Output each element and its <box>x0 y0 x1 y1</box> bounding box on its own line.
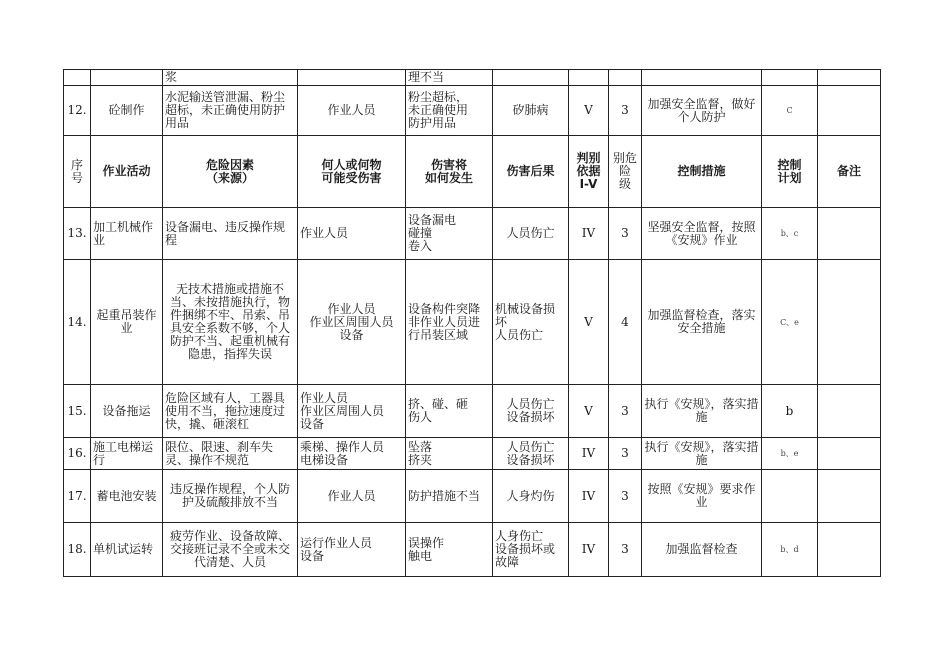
cell-measure: 坚强安全监督，按照《安规》作业 <box>642 208 762 260</box>
cell-consequence: 人员伤亡 设备损坏 <box>493 385 569 438</box>
hazard-assessment-table <box>63 69 880 577</box>
cell-who: 作业人员 <box>298 208 406 260</box>
cell-remark <box>818 208 881 260</box>
cell-measure: 执行《安规》，落实措施 <box>642 438 762 470</box>
header-who: 何人或何物 可能受伤害 <box>298 136 406 208</box>
cell-measure: 加强监督检查 <box>642 523 762 577</box>
cell-plan: b <box>762 385 818 438</box>
cell-no: 17. <box>64 470 91 523</box>
cell-basis: IV <box>569 438 609 470</box>
header-measure: 控制措施 <box>642 136 762 208</box>
cell-how: 粉尘超标， 未正确使用 防护用品 <box>406 86 493 136</box>
cell-remark <box>818 385 881 438</box>
cell-plan: b、e <box>762 438 818 470</box>
cell-level: 3 <box>609 470 642 523</box>
cell-plan: b、d <box>762 523 818 577</box>
cell-how: 防护措施不当 <box>406 470 493 523</box>
table-row-13 <box>64 208 881 260</box>
cell-activity: 起重吊装作业 <box>91 260 163 385</box>
cell-who: 作业人员 作业区周围人员 设备 <box>298 260 406 385</box>
cell-who <box>298 70 406 86</box>
cell-hazard: 水泥输送管泄漏、粉尘超标，未正确使用防护用品 <box>163 86 298 136</box>
cell-level: 3 <box>609 523 642 577</box>
header-level: 别危 险 级 <box>609 136 642 208</box>
cell-how: 挤、碰、砸 伤人 <box>406 385 493 438</box>
cell-activity: 单机试运转 <box>91 523 163 577</box>
cell-how: 坠落 挤夹 <box>406 438 493 470</box>
cell-how: 设备构件突降 非作业人员进行吊装区域 <box>406 260 493 385</box>
cell-level <box>609 70 642 86</box>
cell-level: 3 <box>609 438 642 470</box>
cell-consequence: 人身灼伤 <box>493 470 569 523</box>
cell-how: 设备漏电 碰撞 卷入 <box>406 208 493 260</box>
cell-who: 运行作业人员 设备 <box>298 523 406 577</box>
cell-how: 理不当 <box>406 70 493 86</box>
cell-no <box>64 70 91 86</box>
cell-remark <box>818 523 881 577</box>
cell-activity <box>91 70 163 86</box>
cell-level: 3 <box>609 208 642 260</box>
cell-no: 14. <box>64 260 91 385</box>
cell-no: 13. <box>64 208 91 260</box>
cell-remark <box>818 86 881 136</box>
table-row-14 <box>64 260 881 385</box>
cell-plan: C <box>762 86 818 136</box>
cell-how: 误操作 触电 <box>406 523 493 577</box>
cell-who: 作业人员 <box>298 470 406 523</box>
cell-remark <box>818 470 881 523</box>
cell-basis: V <box>569 385 609 438</box>
table-row-17 <box>64 470 881 523</box>
table-header <box>64 136 881 208</box>
table-row-16 <box>64 438 881 470</box>
header-basis: 判别 依据 I-V <box>569 136 609 208</box>
cell-basis: V <box>569 260 609 385</box>
cell-remark <box>818 260 881 385</box>
cell-who: 作业人员 <box>298 86 406 136</box>
table-row-partial <box>64 70 881 86</box>
header-consequence: 伤害后果 <box>493 136 569 208</box>
cell-basis: IV <box>569 208 609 260</box>
cell-hazard: 设备漏电、违反操作规程 <box>163 208 298 260</box>
cell-hazard: 浆 <box>163 70 298 86</box>
header-remark: 备注 <box>818 136 881 208</box>
header-no: 序 号 <box>64 136 91 208</box>
cell-basis: IV <box>569 470 609 523</box>
cell-hazard: 危险区域有人，工器具使用不当，拖拉速度过快，撬、砸滚杠 <box>163 385 298 438</box>
cell-measure: 加强监督检查，落实安全措施 <box>642 260 762 385</box>
cell-activity: 蓄电池安装 <box>91 470 163 523</box>
cell-hazard: 疲劳作业、设备故障、交接班记录不全或未交代清楚、人员 <box>163 523 298 577</box>
cell-remark <box>818 438 881 470</box>
cell-remark <box>818 70 881 86</box>
cell-no: 12. <box>64 86 91 136</box>
cell-hazard: 无技术措施或措施不当、未按措施执行，物件捆绑不牢、吊索、吊具安全系数不够，个人防护不当、起重机械有隐患，指挥失误 <box>163 260 298 385</box>
cell-measure <box>642 70 762 86</box>
cell-who: 作业人员 作业区周围人员 设备 <box>298 385 406 438</box>
cell-plan: C、e <box>762 260 818 385</box>
cell-basis: IV <box>569 523 609 577</box>
cell-activity: 设备拖运 <box>91 385 163 438</box>
cell-basis: V <box>569 86 609 136</box>
cell-who: 乘梯、操作人员 电梯设备 <box>298 438 406 470</box>
header-how: 伤害将 如何发生 <box>406 136 493 208</box>
cell-hazard: 违反操作规程，个人防护及硫酸排放不当 <box>163 470 298 523</box>
cell-level: 3 <box>609 385 642 438</box>
cell-measure: 按照《安规》要求作业 <box>642 470 762 523</box>
table-row-12 <box>64 86 881 136</box>
cell-level: 3 <box>609 86 642 136</box>
cell-plan <box>762 70 818 86</box>
header-hazard: 危险因素 （来源） <box>163 136 298 208</box>
cell-plan: b、c <box>762 208 818 260</box>
table <box>63 69 881 577</box>
cell-consequence: 矽肺病 <box>493 86 569 136</box>
cell-consequence: 人员伤亡 <box>493 208 569 260</box>
cell-hazard: 限位、限速、刹车失灵、操作不规范 <box>163 438 298 470</box>
cell-no: 15. <box>64 385 91 438</box>
cell-consequence: 人员伤亡 设备损坏 <box>493 438 569 470</box>
cell-plan <box>762 470 818 523</box>
cell-activity: 砼制作 <box>91 86 163 136</box>
table-row-18 <box>64 523 881 577</box>
cell-activity: 加工机械作业 <box>91 208 163 260</box>
cell-consequence <box>493 70 569 86</box>
header-plan: 控制 计划 <box>762 136 818 208</box>
cell-consequence: 机械设备损坏 人员伤亡 <box>493 260 569 385</box>
cell-basis <box>569 70 609 86</box>
cell-measure: 执行《安规》，落实措施 <box>642 385 762 438</box>
header-activity: 作业活动 <box>91 136 163 208</box>
cell-activity: 施工电梯运行 <box>91 438 163 470</box>
cell-level: 4 <box>609 260 642 385</box>
cell-no: 18. <box>64 523 91 577</box>
cell-measure: 加强安全监督，做好个人防护 <box>642 86 762 136</box>
table-row-15 <box>64 385 881 438</box>
cell-no: 16. <box>64 438 91 470</box>
cell-consequence: 人身伤亡 设备损坏或故障 <box>493 523 569 577</box>
